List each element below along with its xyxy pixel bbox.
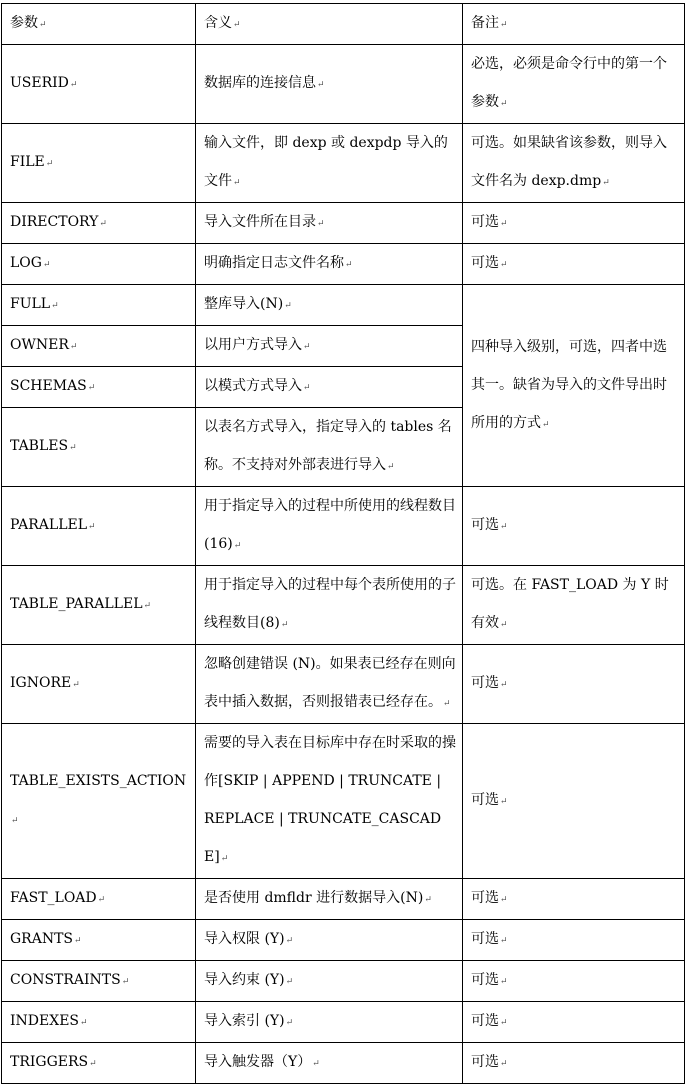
param-cell: TRIGGERS ↵ — [2, 1043, 196, 1084]
param-cell: IGNORE ↵ — [2, 645, 196, 724]
note-cell: 可选 ↵ — [463, 645, 685, 724]
header-param: 参数 ↵ — [2, 4, 196, 45]
meaning-cell: 输入文件，即 dexp 或 dexpdp 导入的文件 ↵ — [196, 124, 463, 203]
meaning-cell: 以表名方式导入，指定导入的 tables 名称。不支持对外部表进行导入 ↵ — [196, 408, 463, 487]
param-cell: FILE ↵ — [2, 124, 196, 203]
parameter-table — [1, 3, 685, 1084]
meaning-cell: 整库导入(N) ↵ — [196, 285, 463, 326]
meaning-cell: 导入索引 (Y) ↵ — [196, 1002, 463, 1043]
param-cell: FULL ↵ — [2, 285, 196, 326]
table-row — [2, 1002, 685, 1043]
note-cell: 可选。如果缺省该参数，则导入文件名为 dexp.dmp ↵ — [463, 124, 685, 203]
meaning-cell: 需要的导入表在目标库中存在时采取的操作[SKIP | APPEND | TRUNCATE | REPLACE | TRUNCATE_CASCADE] ↵ — [196, 724, 463, 879]
meaning-cell: 用于指定导入的过程中每个表所使用的子线程数目(8) ↵ — [196, 566, 463, 645]
header-row — [2, 4, 685, 45]
param-cell: USERID ↵ — [2, 45, 196, 124]
param-cell: DIRECTORY ↵ — [2, 203, 196, 244]
table-row — [2, 244, 685, 285]
param-cell: FAST_LOAD ↵ — [2, 879, 196, 920]
header-meaning: 含义 ↵ — [196, 4, 463, 45]
meaning-cell: 数据库的连接信息 ↵ — [196, 45, 463, 124]
meaning-cell: 导入文件所在目录 ↵ — [196, 203, 463, 244]
meaning-cell: 导入约束 (Y) ↵ — [196, 961, 463, 1002]
note-cell: 可选 ↵ — [463, 1002, 685, 1043]
table-row — [2, 920, 685, 961]
note-cell: 可选 ↵ — [463, 724, 685, 879]
table-row — [2, 285, 685, 326]
param-cell: TABLES ↵ — [2, 408, 196, 487]
table-row — [2, 566, 685, 645]
meaning-cell: 用于指定导入的过程中所使用的线程数目(16) ↵ — [196, 487, 463, 566]
table-row — [2, 124, 685, 203]
param-cell: TABLE_EXISTS_ACTION ↵ — [2, 724, 196, 879]
table-row — [2, 203, 685, 244]
note-cell: 可选。在 FAST_LOAD 为 Y 时有效 ↵ — [463, 566, 685, 645]
meaning-cell: 以用户方式导入 ↵ — [196, 326, 463, 367]
param-cell: LOG ↵ — [2, 244, 196, 285]
meaning-cell: 是否使用 dmfldr 进行数据导入(N) ↵ — [196, 879, 463, 920]
table-row — [2, 487, 685, 566]
note-cell: 可选 ↵ — [463, 1043, 685, 1084]
note-cell-merged: 四种导入级别，可选，四者中选其一。缺省为导入的文件导出时所用的方式 ↵ — [463, 285, 685, 487]
param-cell: PARALLEL ↵ — [2, 487, 196, 566]
meaning-cell: 以模式方式导入 ↵ — [196, 367, 463, 408]
param-cell: TABLE_PARALLEL ↵ — [2, 566, 196, 645]
table-row — [2, 1043, 685, 1084]
note-cell: 可选 ↵ — [463, 244, 685, 285]
param-cell: GRANTS ↵ — [2, 920, 196, 961]
table-row — [2, 45, 685, 124]
note-cell: 可选 ↵ — [463, 920, 685, 961]
note-cell: 可选 ↵ — [463, 203, 685, 244]
param-cell: INDEXES ↵ — [2, 1002, 196, 1043]
param-cell: SCHEMAS ↵ — [2, 367, 196, 408]
note-cell: 可选 ↵ — [463, 487, 685, 566]
meaning-cell: 忽略创建错误 (N)。如果表已经存在则向表中插入数据，否则报错表已经存在。 ↵ — [196, 645, 463, 724]
note-cell: 可选 ↵ — [463, 879, 685, 920]
table-row — [2, 645, 685, 724]
meaning-cell: 导入触发器（Y） ↵ — [196, 1043, 463, 1084]
table-row — [2, 724, 685, 879]
note-cell: 必选，必须是命令行中的第一个参数 ↵ — [463, 45, 685, 124]
note-cell: 可选 ↵ — [463, 961, 685, 1002]
meaning-cell: 导入权限 (Y) ↵ — [196, 920, 463, 961]
table-row — [2, 879, 685, 920]
meaning-cell: 明确指定日志文件名称 ↵ — [196, 244, 463, 285]
param-cell: CONSTRAINTS ↵ — [2, 961, 196, 1002]
table-row — [2, 961, 685, 1002]
param-cell: OWNER ↵ — [2, 326, 196, 367]
header-note: 备注 ↵ — [463, 4, 685, 45]
